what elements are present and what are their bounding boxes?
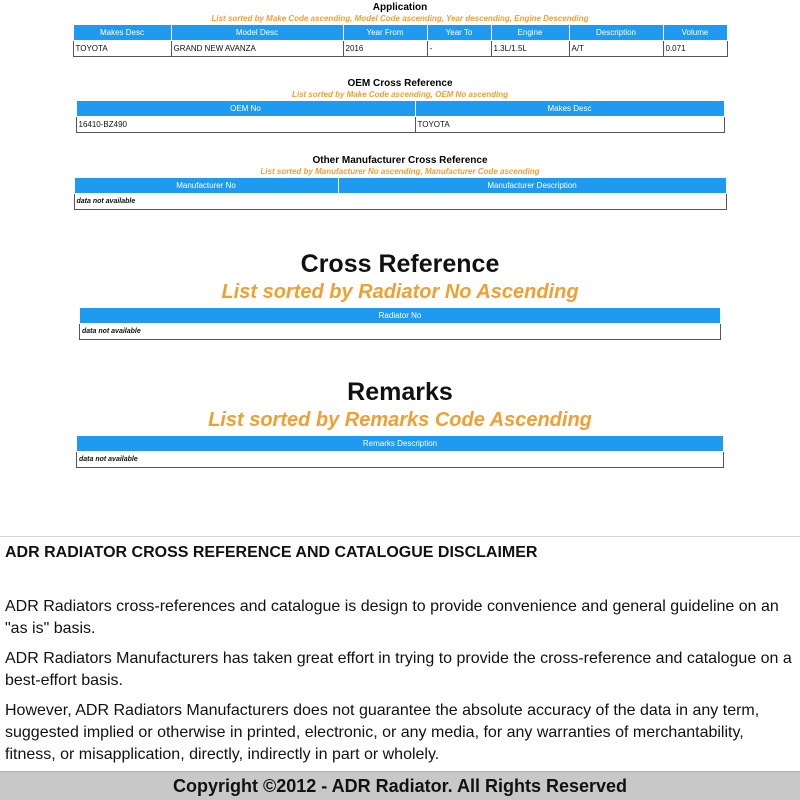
oem-sort-note: List sorted by Make Code ascending, OEM No ascending — [291, 90, 509, 99]
application-section — [0, 2, 800, 57]
cross-reference-title: Cross Reference — [300, 250, 500, 278]
table-row — [77, 452, 724, 468]
column-header-year-from[interactable]: Year From — [343, 25, 427, 41]
table-header-row — [77, 436, 724, 452]
cell-volume: 0.071 — [663, 41, 727, 57]
copyright-text: Copyright ©2012 - ADR Radiator. All Rights Reserved — [172, 776, 628, 796]
oem-table — [76, 100, 725, 133]
cross-reference-table — [79, 307, 721, 340]
cell-makes-desc: TOYOTA — [73, 41, 171, 57]
table-header-row — [74, 178, 726, 194]
footer — [0, 771, 800, 800]
other-manufacturer-sort-note: List sorted by Manufacturer No ascending, Manufacturer Code ascending — [260, 167, 540, 176]
column-header-model-desc[interactable]: Model Desc — [171, 25, 343, 41]
column-header-volume[interactable]: Volume — [663, 25, 727, 41]
cell-description: A/T — [569, 41, 663, 57]
disclaimer-paragraph: ADR Radiators cross-references and catalogue is design to provide convenience and general guideline on an "as is" basis. — [5, 598, 779, 637]
table-header-row — [76, 101, 724, 117]
disclaimer-heading: ADR RADIATOR CROSS REFERENCE AND CATALOGUE DISCLAIMER — [5, 544, 538, 561]
column-header-manufacturer-no[interactable]: Manufacturer No — [74, 178, 338, 194]
column-header-radiator-no[interactable]: Radiator No — [80, 308, 721, 324]
data-not-available-message: data not available — [80, 324, 721, 340]
column-header-makes-desc[interactable]: Makes Desc — [73, 25, 171, 41]
cell-makes-desc: TOYOTA — [415, 117, 724, 133]
cell-year-from: 2016 — [343, 41, 427, 57]
column-header-makes-desc[interactable]: Makes Desc — [415, 101, 724, 117]
remarks-table — [76, 435, 724, 468]
oem-section — [0, 78, 800, 133]
data-not-available-message: data not available — [74, 194, 726, 210]
disclaimer-paragraph: However, ADR Radiators Manufacturers does not guarantee the absolute accuracy of the data in any term, suggested implied or otherwise in printed, electronic, or any media, for any warranties of merchantability, fitness, or misapplication, directly, indirectly in part or wholely. — [5, 702, 760, 763]
cell-engine: 1.3L/1.5L — [491, 41, 569, 57]
column-header-oem-no[interactable]: OEM No — [76, 101, 415, 117]
divider — [0, 536, 800, 537]
column-header-remarks-description[interactable]: Remarks Description — [77, 436, 724, 452]
data-not-available-message: data not available — [77, 452, 724, 468]
table-row[interactable] — [73, 41, 727, 57]
disclaimer-section — [5, 543, 795, 774]
remarks-section — [0, 377, 800, 468]
table-row — [80, 324, 721, 340]
table-header-row — [73, 25, 727, 41]
column-header-manufacturer-description[interactable]: Manufacturer Description — [338, 178, 726, 194]
application-table — [73, 24, 728, 57]
table-row[interactable] — [76, 117, 724, 133]
cross-reference-section — [0, 249, 800, 340]
remarks-sort-note: List sorted by Remarks Code Ascending — [208, 409, 592, 431]
cell-oem-no: 16410-BZ490 — [76, 117, 415, 133]
table-row — [74, 194, 726, 210]
table-header-row — [80, 308, 721, 324]
cross-reference-sort-note: List sorted by Radiator No Ascending — [221, 281, 579, 303]
remarks-title: Remarks — [347, 378, 453, 406]
oem-title: OEM Cross Reference — [347, 78, 453, 89]
column-header-year-to[interactable]: Year To — [427, 25, 491, 41]
column-header-description[interactable]: Description — [569, 25, 663, 41]
cell-year-to: - — [427, 41, 491, 57]
disclaimer-paragraph: ADR Radiators Manufacturers has taken great effort in trying to provide the cross-reference and catalogue on a best-effort basis. — [5, 650, 792, 689]
other-manufacturer-table — [74, 177, 727, 210]
application-title: Application — [372, 2, 428, 13]
other-manufacturer-section — [0, 155, 800, 210]
column-header-engine[interactable]: Engine — [491, 25, 569, 41]
other-manufacturer-title: Other Manufacturer Cross Reference — [312, 155, 488, 166]
application-sort-note: List sorted by Make Code ascending, Model Code ascending, Year descending, Engine Descending — [211, 14, 589, 23]
cell-model-desc: GRAND NEW AVANZA — [171, 41, 343, 57]
